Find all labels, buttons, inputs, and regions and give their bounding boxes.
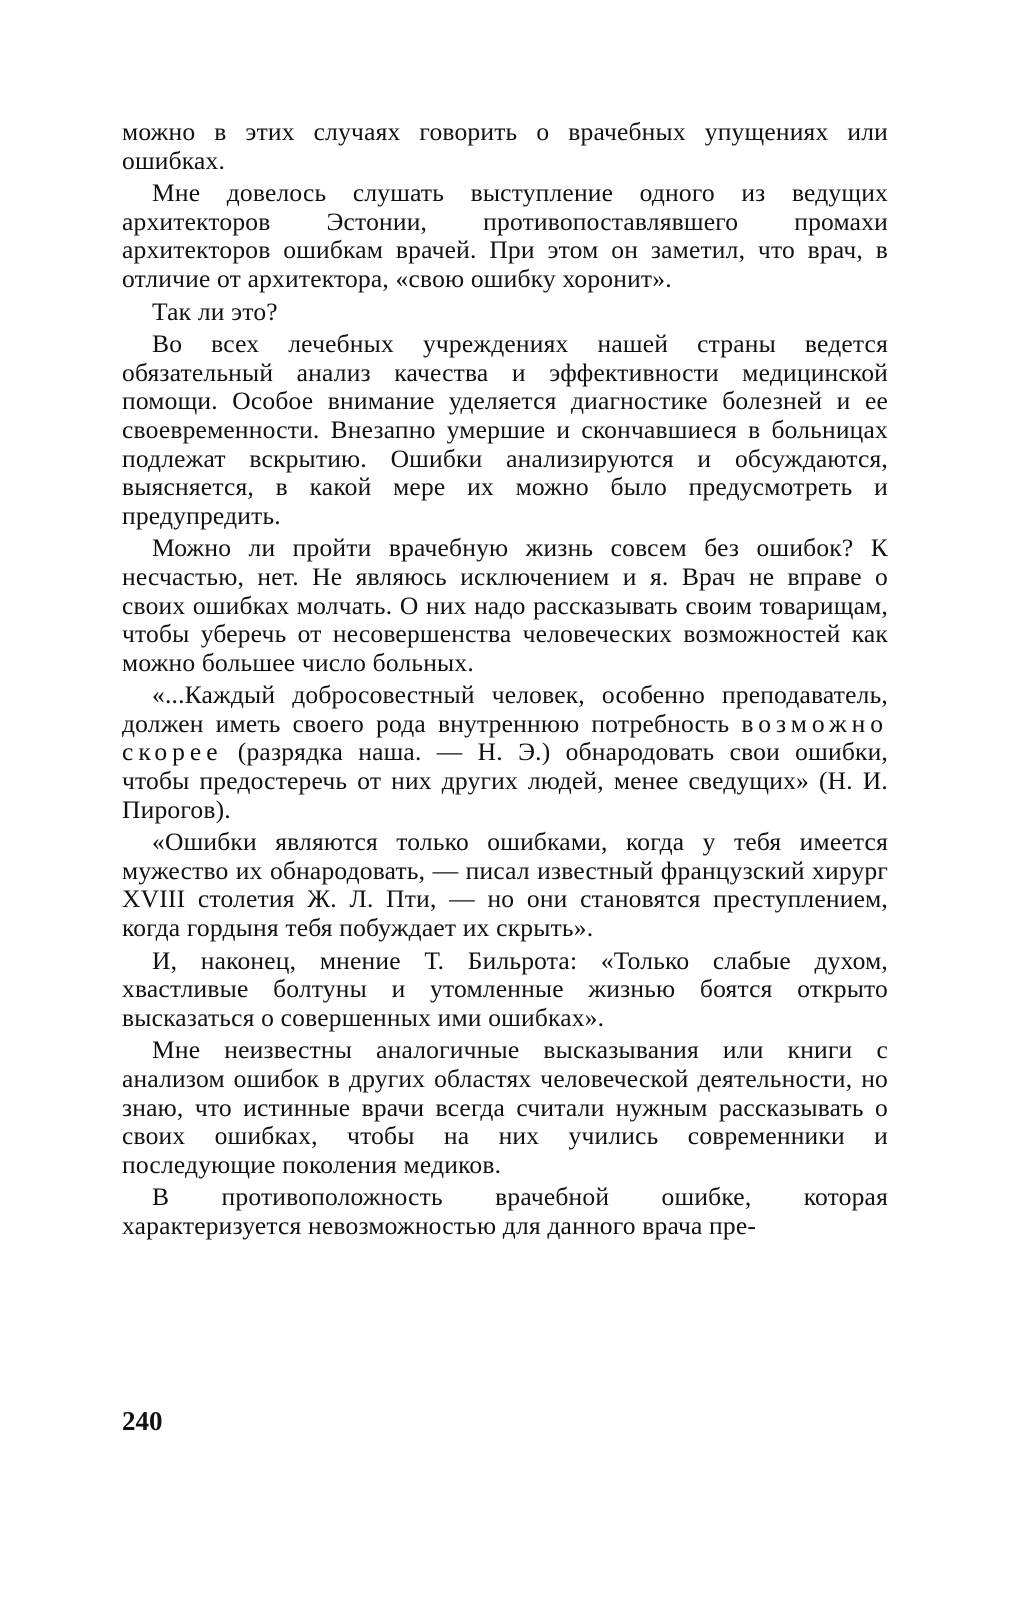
paragraph-question: Так ли это? — [152, 296, 278, 326]
page-number: 240 — [122, 1406, 163, 1436]
paragraph-errors: Можно ли пройти врачебную жизнь совсем без ошибок? К несчастью, нет. Не являюсь исключением и я. Врач не вправе о своих ошибках молчать. О них надо рассказывать своим товарищам, чтобы уберечь от несовершенства человеческих возможностей как можно большее число больных. — [122, 533, 888, 677]
pirogov-quote-start: «...Каждый добросовестный человек, особенно преподаватель, должен иметь своего рода внутреннюю потребность — [122, 680, 888, 738]
paragraph-architect: Мне довелось слушать выступление одного из ведущих архитекторов Эстонии, противопоставлявшего промахи архитекторов ошибкам врачей. При этом он заметил, что врач, в отличие от архитектора, «свою ошибку хоронит». — [122, 178, 888, 293]
paragraph-analysis: Во всех лечебных учреждениях нашей страны ведется обязательный анализ качества и эффективности медицинской помощи. Особое внимание уделяется диагностике болезней и ее своевременности. Внезапно умершие и скончавшиеся в больницах подлежат вскрытию. Ошибки анализируются и обсуждаются, выясняется, в какой мере их можно было предусмотреть и предупредить. — [122, 329, 888, 530]
paragraph-billroth-quote: И, наконец, мнение Т. Бильрота: «Только слабые духом, хвастливые болтуны и утомленные жизнью боятся открыто высказаться о совершенных ими ошибках». — [122, 945, 888, 1032]
body-text — [122, 118, 888, 1245]
paragraph-petit-quote: «Ошибки являются только ошибками, когда у тебя имеется мужество их обнародовать, — писал известный французский хирург XVIII столетия Ж. Л. Пти, — но они становятся преступлением, когда гордыня тебя побуждает их скрыть». — [122, 827, 888, 943]
spaced-emphasis: возможно скорее — [122, 708, 888, 767]
paragraph-other-fields: Мне неизвестны аналогичные высказывания или книги с анализом ошибок в других областях человеческой деятельности, но знаю, что истинные врачи всегда считали нужным рассказывать о своих ошибках, чтобы на них учились современники и последующие поколения медиков. — [122, 1035, 888, 1179]
pirogov-quote-end: (разрядка наша. — Н. Э.) обнародовать свои ошибки, чтобы предостеречь от них других людей, менее сведущих» (Н. И. Пирогов). — [122, 737, 888, 824]
paragraph-contrast: В противоположность врачебной ошибке, которая характеризуется невозможностью для данного врача пре- — [122, 1182, 888, 1240]
paragraph-pirogov-quote — [122, 681, 888, 824]
paragraph-continuation: можно в этих случаях говорить о врачебных упущениях или ошибках. — [122, 117, 888, 175]
